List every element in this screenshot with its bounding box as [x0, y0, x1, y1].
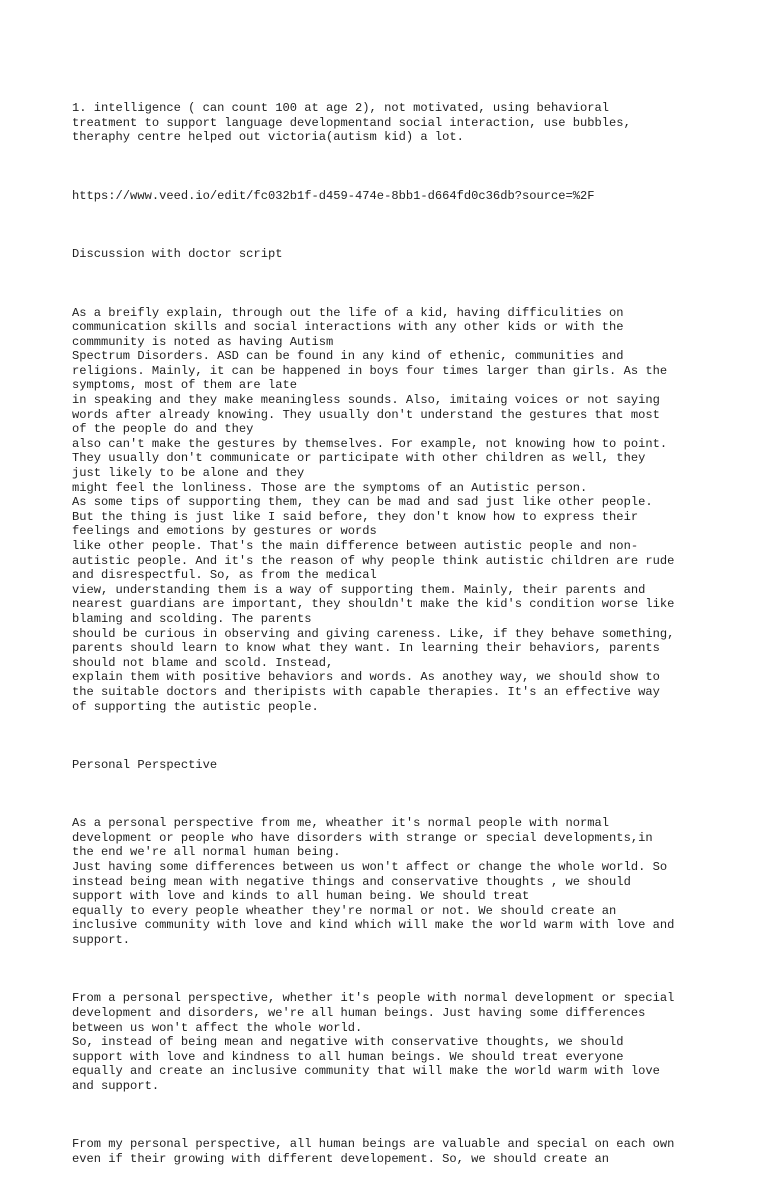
- doctor-script-paragraph: As a breifly explain, through out the life of a kid, having difficulities on communication skills and social interactions with any other kids or with the commmunity is noted as having Autism Spectrum Disorders. ASD can be found in any kind of ethenic, communities and religions. Mainly, it can be happened in boys four times larger than girls. As the symptoms, most of them are late in speaking and they make meaningless sounds. Also, imitaing voices or not saying words after already knowing. They usually don't understand the gestures that most of the people do and they also can't make the gestures by themselves. For example, not knowing how to point. They usually don't communicate or participate with other children as well, they just likely to be alone and they might feel the lonliness. Those are the symptoms of an Autistic person. As some tips of supporting them, they can be mad and sad just like other people. But the thing is just like I said before, they don't know how to express their feelings and emotions by gestures or words like other people. That's the main difference between autistic people and non- autistic people. And it's the reason of why people think autistic children are rude and disrespectful. So, as from the medical view, understanding them is a way of supporting them. Mainly, their parents and nearest guardians are important, they shouldn't make the kid's condition worse like blaming and scolding. The parents should be curious in observing and giving careness. Like, if they behave something, parents should learn to know what they want. In learning their behaviors, parents should not blame and scold. Instead, explain them with positive behaviors and words. As anothey way, we should show to the suitable doctors and theripists with capable therapies. It's an effective way of supporting the autistic people.: [72, 305, 675, 714]
- document-page: [72, 72, 712, 1196]
- personal-perspective-paragraph-2: From a personal perspective, whether it's people with normal development or special development and disorders, we're all human beings. Just having some differences between us won't affect the whole world. So, instead of being mean and negative with conservative thoughts, we should support with love and kindness to all human beings. We should treat everyone equally and create an inclusive community that will make the world warm with love and support.: [72, 991, 675, 1093]
- personal-perspective-paragraph-1: As a personal perspective from me, wheather it's normal people with normal development or people who have disorders with strange or special developments,in the end we're all normal human being. Just having some differences between us won't affect or change the whole world. So instead being mean with negative things and conservative thoughts , we should support with love and kinds to all human being. We should treat equally to every people wheather they're normal or not. We should create an inclusive community with love and kind which will make the world warm with love and support.: [72, 816, 675, 948]
- section-heading-doctor-script: Discussion with doctor script: [72, 247, 283, 262]
- personal-perspective-paragraph-3: From my personal perspective, all human beings are valuable and special on each own even if their growing with different developement. So, we should create an: [72, 1137, 675, 1166]
- section-heading-personal-perspective: Personal Perspective: [72, 757, 218, 772]
- notes-paragraph: 1. intelligence ( can count 100 at age 2), not motivated, using behavioral treatment to support language developmentand social interaction, use bubbles, theraphy centre helped out victoria(autism kid) a lot.: [72, 101, 631, 145]
- veed-link-text: https://www.veed.io/edit/fc032b1f-d459-474e-8bb1-d664fd0c36db?source=%2F: [72, 188, 595, 203]
